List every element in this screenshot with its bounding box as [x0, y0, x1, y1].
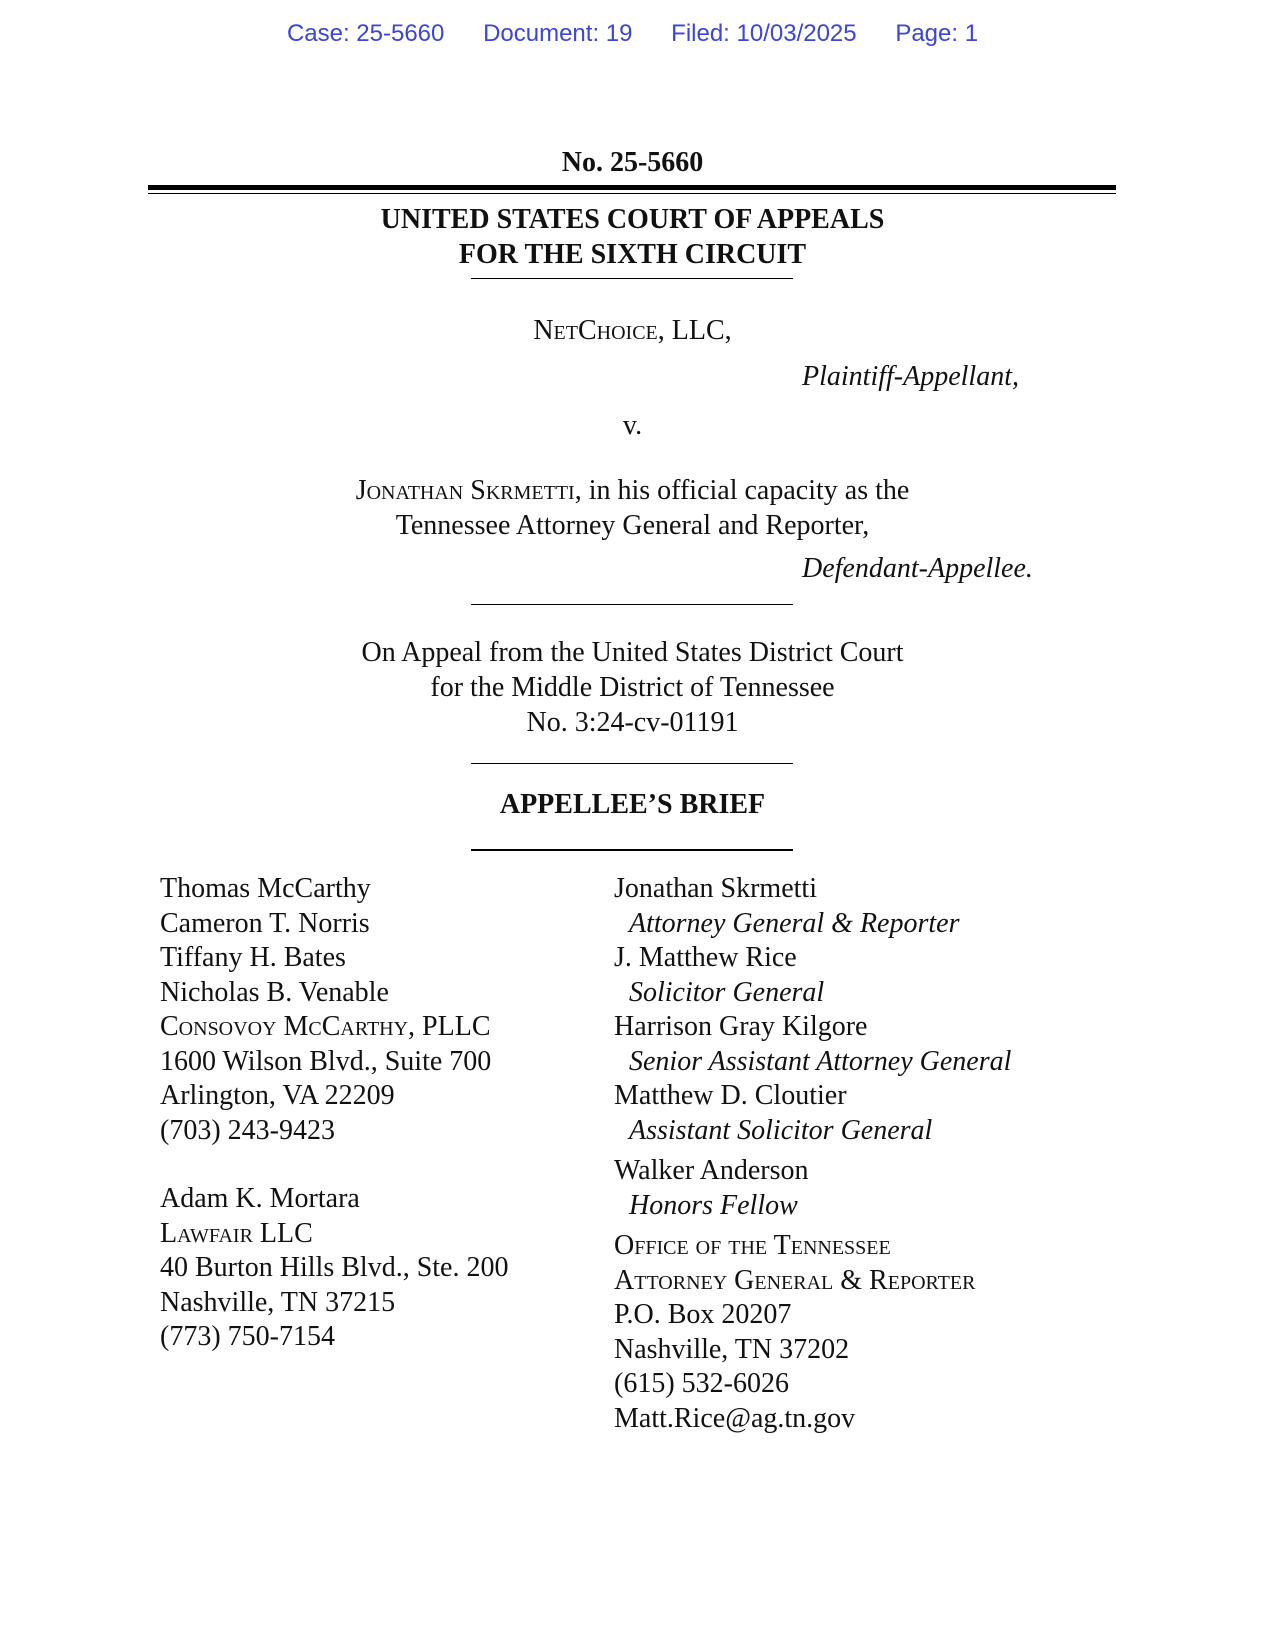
versus: v. — [622, 410, 643, 441]
firm-name: Consovoy McCarthy, PLLC — [160, 1011, 491, 1042]
court-name — [0, 202, 1265, 272]
address-line: P.O. Box 20207 — [614, 1299, 792, 1330]
defendant-desc-1: , in his official capacity as the — [574, 475, 910, 506]
firm-name: Lawfair LLC — [160, 1217, 313, 1249]
email: Matt.Rice@ag.tn.gov — [614, 1402, 856, 1434]
appeal-info — [0, 635, 1265, 740]
attorney-name: Matthew D. Cloutier — [614, 1080, 847, 1111]
attorney-title: Senior Assistant Attorney General — [629, 1045, 1012, 1077]
defendant-name: Jonathan Skrmetti — [355, 475, 575, 506]
defendant-block — [0, 473, 1265, 543]
stamp-document: Document: 19 — [483, 20, 633, 47]
address-line: Nashville, TN 37202 — [614, 1333, 850, 1365]
court-line-1: UNITED STATES COURT OF APPEALS — [380, 204, 885, 235]
address-line: Nashville, TN 37215 — [160, 1286, 396, 1318]
filing-stamp — [0, 20, 1265, 48]
court-line-2: FOR THE SIXTH CIRCUIT — [458, 239, 807, 270]
case-number: No. 25-5660 — [561, 147, 704, 178]
attorney-title: Attorney General & Reporter — [629, 907, 960, 939]
attorney-name: J. Matthew Rice — [614, 942, 797, 973]
appeal-line-2: for the Middle District of Tennessee — [430, 672, 835, 703]
attorney-title: Assistant Solicitor General — [629, 1114, 933, 1146]
counsel-name: Tiffany H. Bates — [160, 942, 346, 973]
brief-title: APPELLEE’S BRIEF — [499, 789, 766, 820]
plaintiff-role: Plaintiff-Appellant, — [802, 361, 1019, 392]
defendant-role: Defendant-Appellee. — [802, 553, 1033, 584]
phone: (615) 532-6026 — [614, 1368, 789, 1399]
appeal-line-1: On Appeal from the United States District Court — [361, 637, 904, 668]
counsel-name: Nicholas B. Venable — [160, 976, 389, 1008]
divider-4 — [471, 849, 793, 851]
divider-2 — [471, 604, 793, 605]
address-line: 1600 Wilson Blvd., Suite 700 — [160, 1045, 492, 1077]
appeal-line-3: No. 3:24-cv-01191 — [526, 707, 739, 738]
attorney-title: Honors Fellow — [629, 1189, 798, 1221]
divider-3 — [471, 763, 793, 764]
stamp-page: Page: 1 — [895, 20, 979, 47]
counsel-left — [160, 872, 508, 1355]
office-line: Office of the Tennessee — [614, 1230, 891, 1261]
counsel-name: Adam K. Mortara — [160, 1183, 360, 1214]
stamp-case: Case: 25-5660 — [286, 20, 445, 47]
attorney-title: Solicitor General — [629, 976, 825, 1008]
phone: (703) 243-9423 — [160, 1114, 335, 1146]
attorney-name: Jonathan Skrmetti — [614, 873, 817, 904]
plaintiff-name-text: NetChoice, LLC, — [533, 315, 732, 346]
attorney-name: Harrison Gray Kilgore — [614, 1011, 868, 1042]
address-line: 40 Burton Hills Blvd., Ste. 200 — [160, 1252, 509, 1283]
counsel-name: Cameron T. Norris — [160, 907, 370, 939]
divider-1 — [471, 278, 793, 279]
stamp-filed: Filed: 10/03/2025 — [671, 20, 857, 47]
phone: (773) 750-7154 — [160, 1321, 335, 1352]
thin-rule — [148, 193, 1116, 194]
defendant-desc-2: Tennessee Attorney General and Reporter, — [395, 510, 870, 541]
attorney-name: Walker Anderson — [614, 1155, 809, 1186]
counsel-right — [614, 872, 1011, 1436]
office-line: Attorney General & Reporter — [614, 1264, 976, 1296]
plaintiff-name — [0, 313, 1265, 348]
thick-rule — [148, 185, 1116, 190]
address-line: Arlington, VA 22209 — [160, 1080, 395, 1111]
counsel-name: Thomas McCarthy — [160, 873, 371, 904]
